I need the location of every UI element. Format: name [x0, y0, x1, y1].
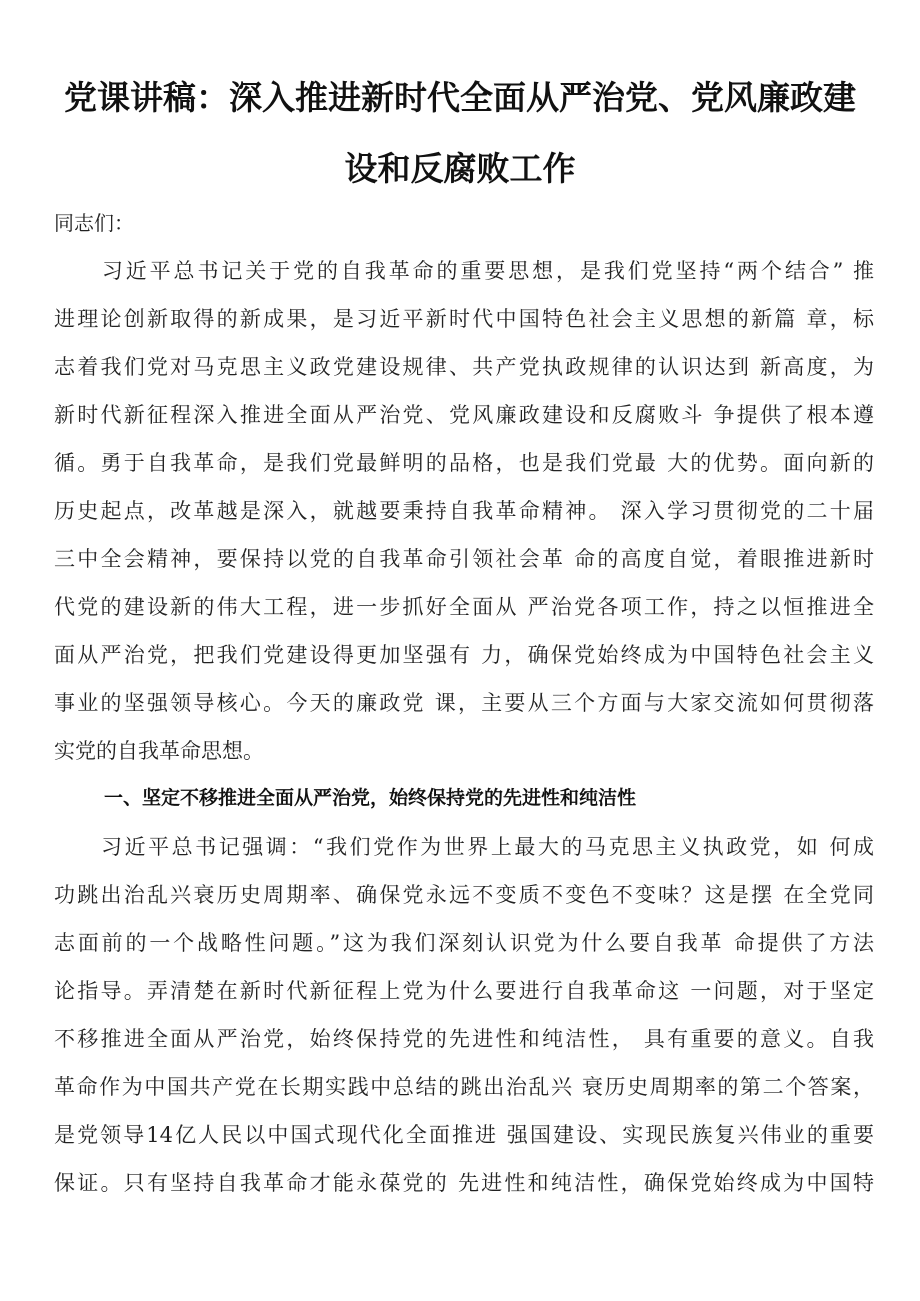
document-title-line-2: 设和反腐败工作	[344, 149, 576, 188]
text-line: 事业的坚强领导核心。今天的廉政党 课，主要从三个方面与大家交流如何贯彻落	[54, 691, 874, 715]
text-line: 代党的建设新的伟大工程，进一步抓好全面从 严治党各项工作，持之以恒推进全	[54, 595, 874, 619]
text-line: 不移推进全面从严治党，始终保持党的先进性和纯洁性， 具有重要的意义。自我	[54, 1027, 874, 1051]
text-line: 新时代新征程深入推进全面从严治党、党风廉政建设和反腐败斗 争提供了根本遵	[54, 403, 874, 427]
text-line: 习近平总书记关于党的自我革命的重要思想，是我们党坚持“两个结合” 推	[54, 259, 874, 283]
text-line: 志面前的一个战略性问题。”这为我们深刻认识党为什么要自我革 命提供了方法	[54, 931, 874, 955]
text-line: 历史起点，改革越是深入，就越要秉持自我革命精神。 深入学习贯彻党的二十届	[54, 499, 874, 523]
text-line: 志着我们党对马克思主义政党建设规律、共产党执政规律的认识达到 新高度，为	[54, 355, 874, 379]
section-heading-1: 一、坚定不移推进全面从严治党，始终保持党的先进性和纯洁性	[104, 787, 637, 809]
text-line: 论指导。弄清楚在新时代新征程上党为什么要进行自我革命这 一问题，对于坚定	[54, 979, 874, 1003]
text-line: 实党的自我革命思想。	[54, 739, 264, 763]
paragraph-intro	[54, 247, 874, 775]
text-line: 面从严治党，把我们党建设得更加坚强有 力，确保党始终成为中国特色社会主义	[54, 643, 874, 667]
text-line: 进理论创新取得的新成果，是习近平新时代中国特色社会主义思想的新篇 章，标	[54, 307, 874, 331]
text-line: 功跳出治乱兴衰历史周期率、确保党永远不变质不变色不变味？这是摆 在全党同	[54, 883, 874, 907]
text-line: 三中全会精神，要保持以党的自我革命引领社会革 命的高度自觉，着眼推进新时	[54, 547, 874, 571]
text-line: 革命作为中国共产党在长期实践中总结的跳出治乱兴 衰历史周期率的第二个答案，	[54, 1075, 874, 1099]
text-line: 习近平总书记强调：“我们党作为世界上最大的马克思主义执政党，如 何成	[54, 835, 874, 859]
text-line: 是党领导14亿人民以中国式现代化全面推进 强国建设、实现民族复兴伟业的重要	[54, 1123, 874, 1147]
paragraph-section-1	[54, 823, 874, 1207]
text-line: 循。勇于自我革命，是我们党最鲜明的品格，也是我们党最 大的优势。面向新的	[54, 451, 874, 475]
document-title-line-1: 党课讲稿：深入推进新时代全面从严治党、党风廉政建	[64, 78, 856, 117]
salutation: 同志们：	[54, 211, 134, 235]
text-line: 保证。只有坚持自我革命才能永葆党的 先进性和纯洁性，确保党始终成为中国特	[54, 1171, 874, 1195]
